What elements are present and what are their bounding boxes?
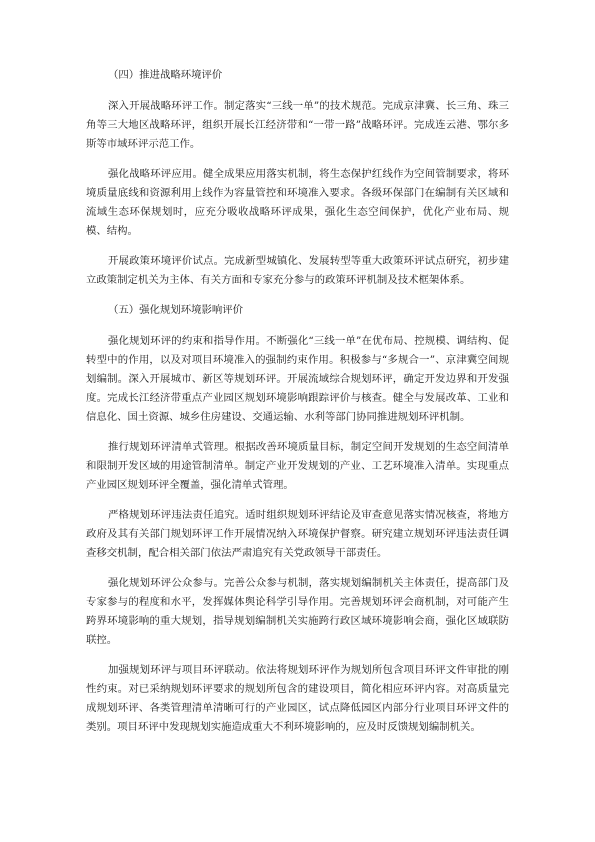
paragraph-strategic-eia-work: 深入开展战略环评工作。制定落实“三线一单”的技术规范。完成京津冀、长三角、珠三角等三大地区战略环评，组织开展长江经济带和“一带一路”战略环评。完成连云港、鄂尔多斯等市域环评示范工作。: [86, 100, 509, 150]
paragraph-plan-eia-accountability: 严格规划环评违法责任追究。适时组织规划环评结论及审查意见落实情况核查，将地方政府及其有关部门规划环评工作开展情况纳入环境保护督察。研究建立规划环评违法责任调查移交机制，配合相关部门依法严肃追究有关党政领导干部责任。: [86, 509, 509, 559]
section-heading-4: （四）推进战略环境评价: [108, 69, 223, 81]
paragraph-strategic-eia-application: 强化战略环评应用。健全成果应用落实机制，将生态保护红线作为空间管制要求，将环境质量底线和资源利用上线作为容量管控和环境准入要求。各级环保部门在编制有关区域和流域生态环保规划时，应充分吸收战略环评成果，强化生态空间保护，优化产业布局、规模、结构。: [86, 168, 509, 237]
paragraph-plan-eia-public-participation: 强化规划环评公众参与。完善公众参与机制，落实规划编制机关主体责任，提高部门及专家参与的程度和水平，发挥媒体舆论科学引导作用。完善规划环评会商机制，对可能产生跨界环境影响的重大规划，指导规划编制机关实施跨行政区域环境影响会商，强化区域联防联控。: [86, 577, 509, 646]
paragraph-plan-project-eia-linkage: 加强规划环评与项目环评联动。依法将规划环评作为规划所包含项目环评文件审批的刚性约束。对已采纳规划环评要求的规划所包含的建设项目，简化相应环评内容。对高质量完成规划环评、各类管理清单清晰可行的产业园区，试点降低园区内部分行业项目环评文件的类别。项目环评中发现规划实施造成重大不利环境影响的，应及时反馈规划编制机关。: [86, 664, 509, 733]
section-heading-5: （五）强化规划环境影响评价: [108, 304, 244, 316]
paragraph-plan-eia-list-management: 推行规划环评清单式管理。根据改善环境质量目标，制定空间开发规划的生态空间清单和限制开发区域的用途管制清单。制定产业开发规划的产业、工艺环境准入清单。实现重点产业园区规划环评全覆盖，强化清单式管理。: [86, 441, 509, 491]
paragraph-plan-eia-constraint: 强化规划环评的约束和指导作用。不断强化“三线一单”在优布局、控规模、调结构、促转型中的作用，以及对项目环境准入的强制约束作用。积极参与“多规合一”、京津冀空间规划编制。深入开展城市、新区等规划环评。开展流域综合规划环评，确定开发边界和开发强度。完成长江经济带重点产业园区规划环境影响跟踪评价与核查。健全与发展改革、工业和信息化、国土资源、城乡住房建设、交通运输、水利等部门协同推进规划环评机制。: [86, 335, 509, 423]
paragraph-policy-eia-pilot: 开展政策环境评价试点。完成新型城镇化、发展转型等重大政策环评试点研究，初步建立政策制定机关为主体、有关方面和专家充分参与的政策环评机制及技术框架体系。: [86, 255, 509, 286]
